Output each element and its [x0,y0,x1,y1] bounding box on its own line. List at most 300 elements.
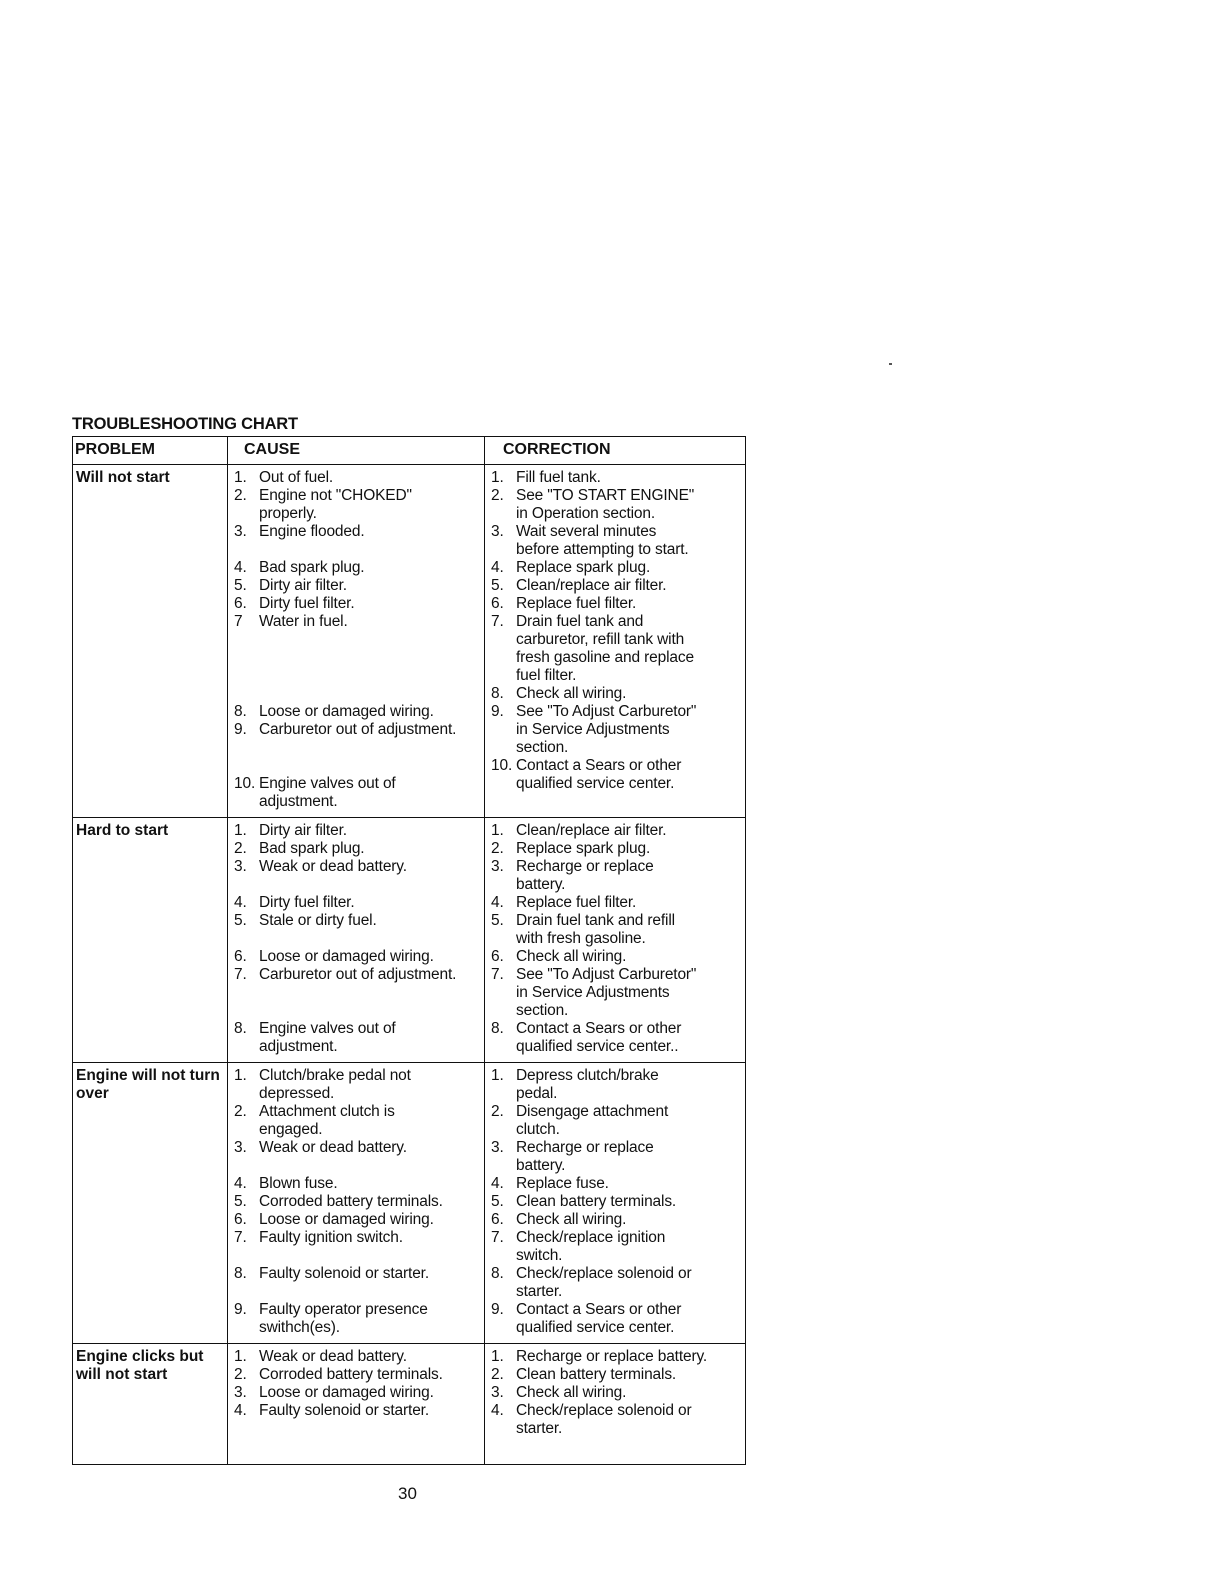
cause-item-number [234,1085,259,1103]
cause-item-text [259,1247,484,1265]
correction-list-item [491,912,745,930]
cause-list-item [234,894,484,912]
cause-item-number: 9. [234,1301,247,1318]
correction-item-text: Check all wiring. [516,1211,627,1228]
correction-list-item [491,739,745,757]
correction-list-item [491,613,745,631]
cause-list-item [234,1402,484,1420]
cause-item-number: 5. [234,577,247,594]
cause-item-number [234,1038,259,1056]
cause-list-item [234,1384,484,1402]
cause-item-text: adjustment. [259,793,338,810]
correction-list-item [491,1366,745,1384]
correction-item-number: 3. [491,523,504,540]
problem-cell: Engine will not turn over [73,1063,228,1344]
header-correction: CORRECTION [485,437,746,465]
correction-item-text: carburetor, refill tank with [516,631,685,648]
correction-item-text: in Service Adjustments [516,984,670,1001]
cause-item-number [234,1121,259,1139]
correction-item-text: Drain fuel tank and [516,613,644,630]
correction-item-number [491,1002,516,1020]
cause-list-item [234,1085,484,1103]
cause-item-number: 5. [234,912,247,929]
correction-item-number [491,1319,516,1337]
cause-list-item [234,739,484,757]
cause-list-item [234,721,484,739]
cause-list-item [234,613,484,631]
cause-item-text [259,1002,484,1020]
correction-list-item [491,1157,745,1175]
problem-cell: Engine clicks but will not start [73,1344,228,1465]
correction-item-number: 3. [491,858,504,875]
cause-list-item [234,1348,484,1366]
correction-item-text: Recharge or replace [516,1139,654,1156]
cause-item-text: Engine valves out of [259,775,396,792]
cause-item-number [234,739,259,757]
cause-item-number [234,541,259,559]
correction-list-item [491,984,745,1002]
correction-list-item [491,1319,745,1337]
correction-list-item [491,469,745,487]
correction-list-item [491,948,745,966]
correction-item-text: See "To Adjust Carburetor" [516,966,697,983]
correction-list-item [491,667,745,685]
correction-item-number [491,1247,516,1265]
correction-item-text: Drain fuel tank and refill [516,912,675,929]
cause-list-item [234,822,484,840]
cause-list-item [234,984,484,1002]
cause-list-item [234,1175,484,1193]
correction-list-item [491,930,745,948]
cause-item-text [259,541,484,559]
correction-list-item [491,721,745,739]
correction-item-number: 1. [491,822,504,839]
cause-item-text [259,685,484,703]
cause-item-number: 2. [234,1366,247,1383]
correction-item-number: 5. [491,912,504,929]
page-number: 30 [398,1484,417,1503]
correction-item-number: 5. [491,577,504,594]
correction-item-number: 6. [491,595,504,612]
cause-list-item [234,523,484,541]
correction-list-item [491,649,745,667]
cause-item-text [259,1283,484,1301]
cause-item-number: 4. [234,894,247,911]
cause-list-item [234,487,484,505]
correction-item-text: fuel filter. [516,667,577,684]
cause-item-text: Faulty solenoid or starter. [259,1402,429,1419]
correction-item-text: switch. [516,1247,563,1264]
cause-item-number [234,793,259,811]
cause-item-number: 9. [234,721,247,738]
cause-item-text [259,649,484,667]
cause-item-text: Weak or dead battery. [259,1348,407,1365]
table-row [73,1344,746,1465]
correction-item-number: 8. [491,1020,504,1037]
correction-list-item [491,1085,745,1103]
correction-item-text: section. [516,1002,569,1019]
correction-list-item [491,840,745,858]
problem-cell: Will not start [73,465,228,818]
correction-list-item [491,523,745,541]
header-cause: CAUSE [228,437,485,465]
correction-list-item [491,1038,745,1056]
correction-item-number: 1. [491,1348,504,1365]
cause-item-number: 7 [234,613,243,630]
cause-list-item [234,912,484,930]
cause-item-number: 6. [234,948,247,965]
correction-item-number: 4. [491,894,504,911]
correction-list-item [491,505,745,523]
cause-item-text: Dirty air filter. [259,577,347,594]
correction-item-number: 5. [491,1193,504,1210]
correction-item-text: battery. [516,1157,566,1174]
correction-item-text: See "TO START ENGINE" [516,487,695,504]
correction-item-number: 2. [491,1366,504,1383]
correction-item-number [491,505,516,523]
cause-list-item [234,1038,484,1056]
correction-list-item [491,894,745,912]
chart-title: TROUBLESHOOTING CHART [72,415,298,433]
cause-list-item [234,1265,484,1283]
cause-item-text: Faulty solenoid or starter. [259,1265,429,1282]
cause-item-number [234,667,259,685]
cause-list-item [234,1247,484,1265]
cause-item-number: 10. [234,775,256,792]
cause-item-text: Loose or damaged wiring. [259,1211,434,1228]
cause-item-text: Corroded battery terminals. [259,1366,443,1383]
cause-item-text [259,1157,484,1175]
correction-list-item [491,685,745,703]
correction-item-number: 6. [491,1211,504,1228]
correction-list-item [491,1247,745,1265]
correction-item-number: 7. [491,1229,504,1246]
correction-item-text: starter. [516,1420,563,1437]
correction-cell [485,1344,746,1465]
cause-list-item [234,930,484,948]
correction-item-number: 9. [491,1301,504,1318]
correction-item-number [491,1085,516,1103]
cause-list-item [234,1157,484,1175]
correction-list-item [491,703,745,721]
cause-list-item [234,559,484,577]
cause-list-item [234,685,484,703]
cause-item-text [259,930,484,948]
cause-list-item [234,703,484,721]
correction-item-text: Fill fuel tank. [516,469,601,486]
cause-item-text: Engine flooded. [259,523,365,540]
cause-item-text: Carburetor out of adjustment. [259,966,457,983]
cause-list-item [234,1121,484,1139]
cause-list-item [234,469,484,487]
cause-item-number: 3. [234,523,247,540]
cause-list-item [234,577,484,595]
cause-list-item [234,775,484,793]
correction-item-text: Clean battery terminals. [516,1193,677,1210]
correction-item-number [491,631,516,649]
correction-list-item [491,559,745,577]
correction-item-number [491,1157,516,1175]
cause-item-number [234,757,259,775]
cause-list-item [234,1139,484,1157]
cause-list-item [234,1366,484,1384]
cause-cell [228,1063,485,1344]
cause-item-text [259,984,484,1002]
cause-item-text [259,667,484,685]
correction-list-item [491,1384,745,1402]
cause-item-text: engaged. [259,1121,323,1138]
correction-list-item [491,1301,745,1319]
correction-item-number: 8. [491,1265,504,1282]
cause-list-item [234,757,484,775]
cause-list-item [234,541,484,559]
correction-item-text: before attempting to start. [516,541,689,558]
correction-item-number [491,775,516,793]
cause-item-text: Dirty air filter. [259,822,347,839]
correction-item-number [491,1121,516,1139]
cause-item-number [234,876,259,894]
correction-list-item [491,1067,745,1085]
correction-item-text: Clean/replace air filter. [516,822,667,839]
cause-item-number: 1. [234,469,247,486]
correction-list-item [491,1265,745,1283]
correction-item-number: 9. [491,703,504,720]
troubleshooting-table [72,436,746,1465]
cause-item-number [234,1002,259,1020]
correction-item-text: Recharge or replace battery. [516,1348,708,1365]
correction-item-text: Replace fuel filter. [516,894,637,911]
correction-list-item [491,1121,745,1139]
correction-item-text: Disengage attachment [516,1103,669,1120]
correction-item-text: clutch. [516,1121,560,1138]
correction-list-item [491,487,745,505]
correction-list-item [491,876,745,894]
correction-list-item [491,757,745,775]
correction-item-text: with fresh gasoline. [516,930,646,947]
cause-item-text: Dirty fuel filter. [259,894,355,911]
problem-cell: Hard to start [73,818,228,1063]
correction-item-number [491,667,516,685]
correction-list-item [491,858,745,876]
cause-item-text: Loose or damaged wiring. [259,703,434,720]
cause-item-number [234,1247,259,1265]
cause-list-item [234,858,484,876]
cause-item-number: 2. [234,487,247,504]
cause-list-item [234,631,484,649]
correction-item-text: Recharge or replace [516,858,654,875]
cause-item-number: 3. [234,858,247,875]
cause-list-item [234,649,484,667]
cause-item-text: adjustment. [259,1038,338,1055]
cause-item-text: Weak or dead battery. [259,858,407,875]
correction-list-item [491,1193,745,1211]
correction-list-item [491,577,745,595]
cause-item-number [234,1283,259,1301]
cause-item-number: 1. [234,1067,247,1084]
cause-list-item [234,595,484,613]
cause-list-item [234,505,484,523]
correction-item-text: qualified service center. [516,1319,675,1336]
correction-item-text: qualified service center.. [516,1038,679,1055]
correction-item-text: Clean/replace air filter. [516,577,667,594]
cause-item-text: Bad spark plug. [259,559,365,576]
correction-item-number: 2. [491,1103,504,1120]
cause-item-text: Faulty ignition switch. [259,1229,403,1246]
cause-item-number: 2. [234,1103,247,1120]
correction-item-text: Check all wiring. [516,685,627,702]
correction-item-number [491,649,516,667]
stray-mark [889,363,892,365]
correction-item-text: Check/replace solenoid or [516,1265,692,1282]
correction-item-number: 1. [491,1067,504,1084]
cause-list-item [234,840,484,858]
cause-item-text: Carburetor out of adjustment. [259,721,457,738]
cause-list-item [234,1002,484,1020]
correction-list-item [491,1402,745,1420]
correction-list-item [491,541,745,559]
cause-item-text: Attachment clutch is [259,1103,395,1120]
cause-item-text [259,876,484,894]
correction-item-text: Replace fuse. [516,1175,609,1192]
cause-list-item [234,1193,484,1211]
table-header-row [73,437,746,465]
correction-item-text: Wait several minutes [516,523,657,540]
cause-item-number [234,930,259,948]
correction-item-text: Contact a Sears or other [516,757,682,774]
correction-item-number: 4. [491,1175,504,1192]
correction-item-text: Replace fuel filter. [516,595,637,612]
correction-item-number: 3. [491,1384,504,1401]
cause-list-item [234,1103,484,1121]
cause-list-item [234,1301,484,1319]
cause-item-text: Stale or dirty fuel. [259,912,377,929]
correction-list-item [491,631,745,649]
cause-item-text: Blown fuse. [259,1175,338,1192]
correction-item-number: 2. [491,487,504,504]
correction-item-number [491,876,516,894]
cause-item-number: 6. [234,1211,247,1228]
cause-item-text: properly. [259,505,317,522]
correction-list-item [491,1229,745,1247]
cause-item-text: Corroded battery terminals. [259,1193,443,1210]
cause-item-text: depressed. [259,1085,335,1102]
correction-item-number: 2. [491,840,504,857]
correction-list-item [491,1420,745,1438]
cause-list-item [234,667,484,685]
cause-item-number [234,1157,259,1175]
correction-item-text: Replace spark plug. [516,559,651,576]
cause-item-number: 7. [234,1229,247,1246]
cause-item-number: 1. [234,822,247,839]
correction-item-number [491,721,516,739]
correction-cell [485,1063,746,1344]
cause-list-item [234,1283,484,1301]
cause-list-item [234,966,484,984]
correction-item-text: Replace spark plug. [516,840,651,857]
cause-cell [228,818,485,1063]
cause-list-item [234,1319,484,1337]
cause-item-text: Engine valves out of [259,1020,396,1037]
correction-item-number: 10. [491,757,513,774]
correction-item-number [491,930,516,948]
cause-item-text: Clutch/brake pedal not [259,1067,411,1084]
cause-item-text: Loose or damaged wiring. [259,948,434,965]
cause-list-item [234,1067,484,1085]
cause-item-text: Engine not "CHOKED" [259,487,412,504]
correction-cell [485,818,746,1063]
correction-item-text: Contact a Sears or other [516,1020,682,1037]
cause-item-number: 3. [234,1384,247,1401]
correction-list-item [491,822,745,840]
correction-item-text: Clean battery terminals. [516,1366,677,1383]
cause-item-number: 5. [234,1193,247,1210]
correction-item-text: battery. [516,876,566,893]
cause-item-text [259,631,484,649]
correction-item-text: in Operation section. [516,505,656,522]
cause-item-text: Faulty operator presence [259,1301,428,1318]
correction-list-item [491,775,745,793]
correction-item-number: 4. [491,559,504,576]
correction-list-item [491,1348,745,1366]
cause-cell [228,1344,485,1465]
cause-item-text: swithch(es). [259,1319,340,1336]
cause-item-number: 2. [234,840,247,857]
cause-item-number: 7. [234,966,247,983]
correction-item-number: 8. [491,685,504,702]
cause-item-number: 8. [234,1265,247,1282]
correction-list-item [491,966,745,984]
correction-item-number: 6. [491,948,504,965]
cause-item-text: Loose or damaged wiring. [259,1384,434,1401]
cause-item-number: 6. [234,595,247,612]
cause-item-text: Bad spark plug. [259,840,365,857]
correction-list-item [491,1283,745,1301]
cause-list-item [234,1020,484,1038]
correction-list-item [491,595,745,613]
correction-list-item [491,1020,745,1038]
cause-item-number: 3. [234,1139,247,1156]
correction-item-number [491,1283,516,1301]
cause-item-text [259,757,484,775]
correction-item-text: Check all wiring. [516,948,627,965]
cause-item-number [234,1319,259,1337]
cause-item-number [234,984,259,1002]
cause-list-item [234,1211,484,1229]
cause-cell [228,465,485,818]
cause-item-number [234,505,259,523]
correction-item-number [491,739,516,757]
cause-item-text [259,739,484,757]
correction-list-item [491,1139,745,1157]
correction-list-item [491,1002,745,1020]
correction-item-text: Check/replace ignition [516,1229,666,1246]
correction-item-text: section. [516,739,569,756]
cause-list-item [234,1229,484,1247]
cause-list-item [234,876,484,894]
correction-list-item [491,1103,745,1121]
cause-item-number [234,685,259,703]
cause-item-number: 4. [234,1175,247,1192]
cause-list-item [234,948,484,966]
header-problem: PROBLEM [73,437,228,465]
cause-item-number [234,631,259,649]
correction-item-number [491,1038,516,1056]
cause-item-number: 4. [234,1402,247,1419]
correction-item-text: starter. [516,1283,563,1300]
correction-item-text: Contact a Sears or other [516,1301,682,1318]
cause-item-number: 8. [234,1020,247,1037]
cause-item-number: 8. [234,703,247,720]
